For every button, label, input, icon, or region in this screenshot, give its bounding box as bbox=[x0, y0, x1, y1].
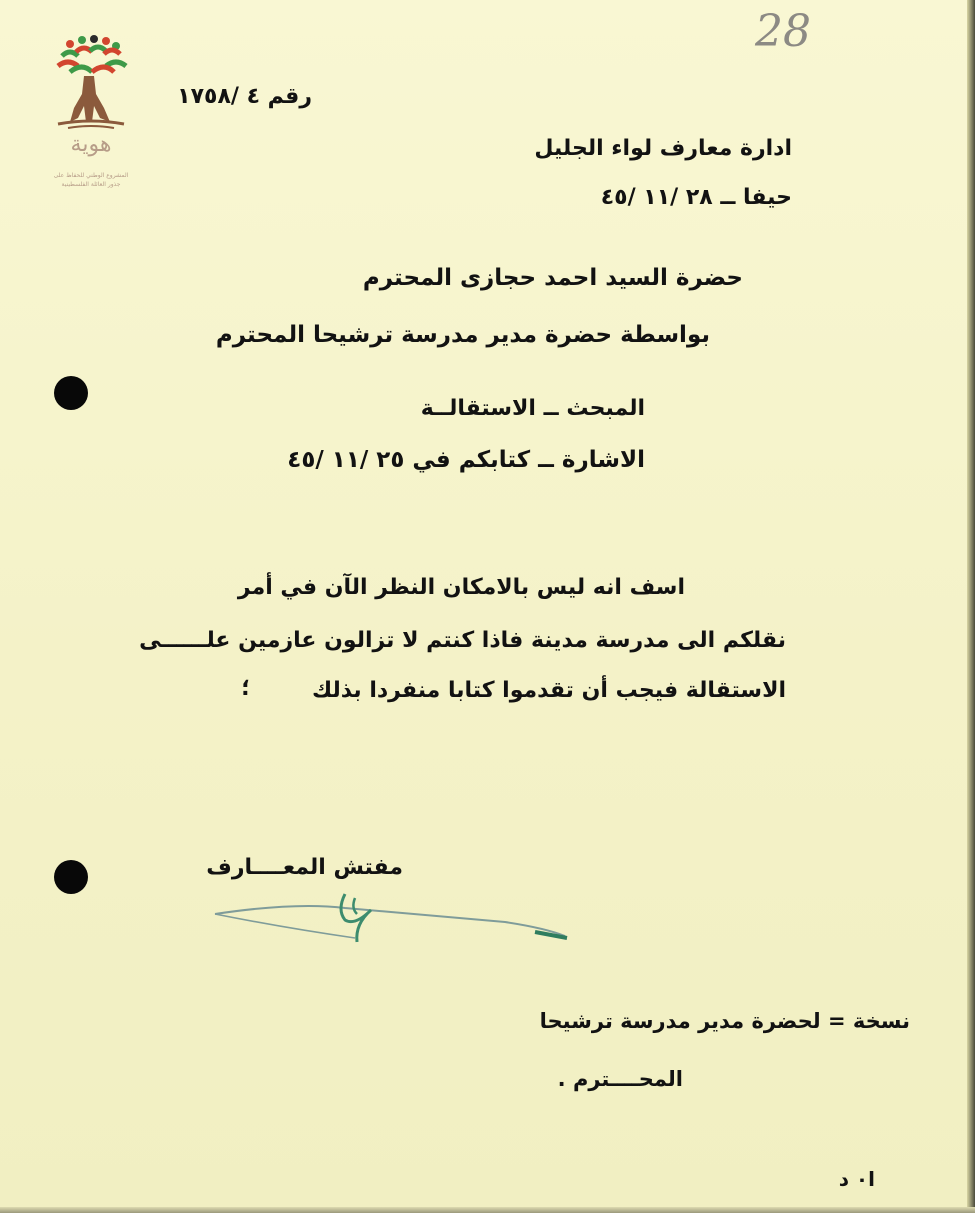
copy-line2: المحــــترم . bbox=[557, 1067, 683, 1091]
addressee-line1: حضرة السيد احمد حجازى المحترم bbox=[362, 265, 743, 291]
people-figures-icon bbox=[58, 35, 126, 72]
scan-edge-bottom bbox=[0, 1207, 975, 1213]
place-and-date: حيفا ــ ٢٨ /١١ /٤٥ bbox=[600, 185, 792, 210]
tree-logo bbox=[48, 34, 134, 194]
copy-line1: نسخة = لحضرة مدير مدرسة ترشيحا bbox=[539, 1009, 910, 1033]
tree-trunk-icon bbox=[70, 76, 110, 122]
body-line1: اسف انه ليس بالامكان النظر الآن في أمر bbox=[237, 575, 685, 600]
body-line3: الاستقالة فيجب أن تقدموا كتابا منفردا بذلك bbox=[311, 678, 786, 703]
punch-hole-bottom bbox=[54, 860, 88, 894]
logo-caption-line2: جذور العائلة الفلسطينية bbox=[61, 181, 121, 188]
scan-edge-right bbox=[967, 0, 975, 1213]
reference-line: الاشارة ــ كتابكم في ٢٥ /١١ /٤٥ bbox=[287, 447, 645, 473]
logo-caption-line1: المشروع الوطني للحفاظ على bbox=[53, 172, 129, 179]
body-line3-mark: ؛ bbox=[241, 676, 250, 701]
body-line2: نقلكم الى مدرسة مدينة فاذا كنتم لا تزالون عازمين علــــــى bbox=[139, 628, 786, 653]
logo-title: هوية bbox=[70, 132, 112, 157]
handwritten-page-number: 28 bbox=[755, 6, 811, 57]
handwritten-signature bbox=[205, 880, 585, 950]
signature-title: مفتش المعــــارف bbox=[206, 855, 403, 880]
punch-hole-top bbox=[54, 376, 88, 410]
footer-initials: ا٠ د bbox=[838, 1167, 875, 1191]
office-name: ادارة معارف لواء الجليل bbox=[534, 136, 792, 161]
addressee-line2: بواسطة حضرة مدير مدرسة ترشيحا المحترم bbox=[215, 322, 710, 348]
subject-line: المبحث ــ الاستقالــة bbox=[420, 396, 645, 421]
reference-number: رقم ٤ /١٧٥٨ bbox=[177, 84, 312, 109]
